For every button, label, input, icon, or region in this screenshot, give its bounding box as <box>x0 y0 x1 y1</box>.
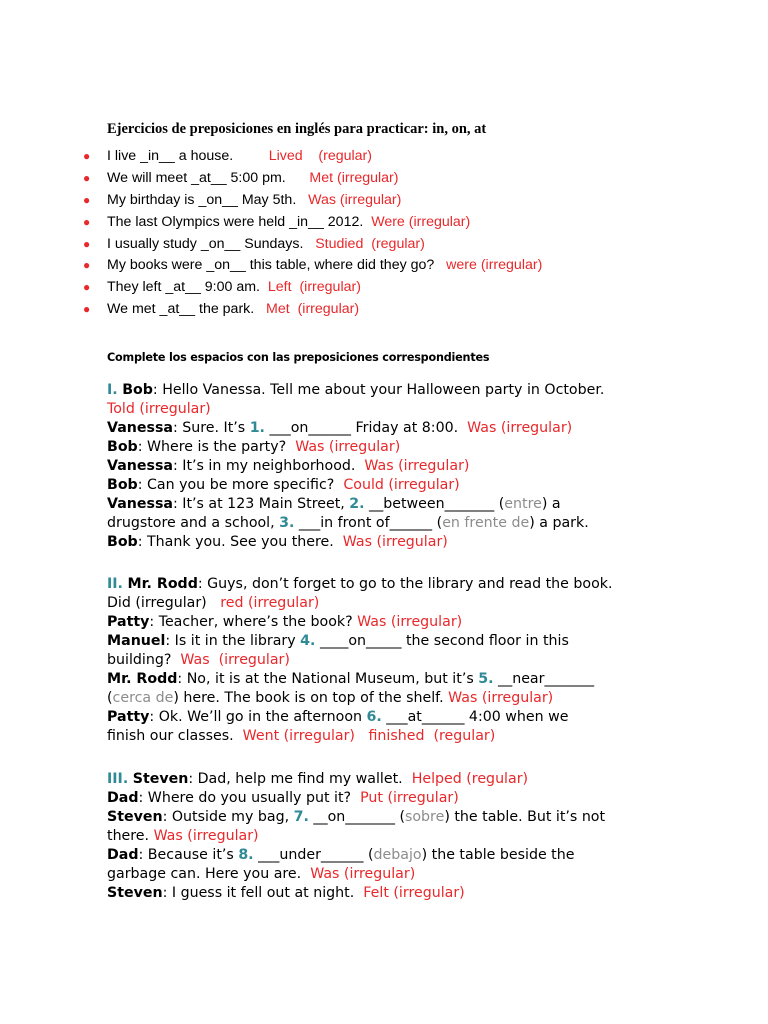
dialogue-line: garbage can. Here you are. Was (irregular) <box>107 866 416 882</box>
dialogue-line: Bob: Thank you. See you there. Was (irregular) <box>107 534 448 550</box>
dialogue-line: Bob: Can you be more specific? Could (irregular) <box>107 477 460 493</box>
bullet-icon: ● <box>83 149 91 163</box>
list-item: ● I live _in__ a house. Lived (regular) <box>83 146 542 168</box>
prepositions-list <box>83 146 542 321</box>
bullet-icon: ● <box>83 192 91 207</box>
dialogue-line: Mr. Rodd: No, it is at the National Museum, but it’s 5. __near_______ <box>107 671 595 687</box>
dialogue-line: finish our classes. Went (irregular) finished (regular) <box>107 728 496 744</box>
dialogue-line: Steven: Outside my bag, 7. __on_______ (sobre) the table. But it’s not <box>107 809 606 825</box>
dialogue-section-1 <box>107 381 707 552</box>
bullet-icon: ● <box>83 214 91 229</box>
dialogue-line: building? Was (irregular) <box>107 652 290 668</box>
dialogue-line: Vanessa: Sure. It’s 1. ___on______ Friday at 8:00. Was (irregular) <box>107 420 573 436</box>
dialogue-line: Vanessa: It’s in my neighborhood. Was (irregular) <box>107 458 470 474</box>
list-item: ● My books were _on__ this table, where did they go? were (irregular) <box>83 255 542 277</box>
dialogue-line: Manuel: Is it in the library 4. ____on_____ the second floor in this <box>107 633 569 649</box>
bullet-icon: ● <box>83 170 91 185</box>
bullet-icon: ● <box>83 280 91 295</box>
list-item: ● We will meet _at__ 5:00 pm. Met (irregular) <box>83 168 542 190</box>
dialogue-line: (cerca de) here. The book is on top of the shelf. Was (irregular) <box>107 690 554 706</box>
list-item: ● We met _at__ the park. Met (irregular) <box>83 299 542 321</box>
list-item: ● I usually study _on__ Sundays. Studied (regular) <box>83 234 542 256</box>
dialogue-line: II. Mr. Rodd: Guys, don’t forget to go to the library and read the book. <box>107 576 613 592</box>
dialogue-line: Did (irregular) red (irregular) <box>107 595 320 611</box>
dialogue-line: there. Was (irregular) <box>107 828 259 844</box>
dialogue-line: III. Steven: Dad, help me find my wallet. Helped (regular) <box>107 771 529 787</box>
page-title: Ejercicios de preposiciones en inglés para practicar: in, on, at <box>107 121 487 137</box>
dialogue-line: Patty: Ok. We’ll go in the afternoon 6. ___at______ 4:00 when we <box>107 709 569 725</box>
dialogue-line: Bob: Where is the party? Was (irregular) <box>107 439 401 455</box>
dialogue-section-3 <box>107 770 707 903</box>
list-item: ● My birthday is _on__ May 5th. Was (irregular) <box>83 190 542 212</box>
dialogue-line: drugstore and a school, 3. ___in front of______ (en frente de) a park. <box>107 515 589 531</box>
dialogue-line: Dad: Because it’s 8. ___under______ (debajo) the table beside the <box>107 847 575 863</box>
bullet-icon: ● <box>83 258 91 273</box>
dialogue-line: Dad: Where do you usually put it? Put (irregular) <box>107 790 459 806</box>
dialogue-line: I. Bob: Hello Vanessa. Tell me about your Halloween party in October. <box>107 382 605 398</box>
list-item: ● The last Olympics were held _in__ 2012. Were (irregular) <box>83 212 542 234</box>
dialogue-line: Steven: I guess it fell out at night. Felt (irregular) <box>107 885 465 901</box>
dialogue-line: Vanessa: It’s at 123 Main Street, 2. __between_______ (entre) a <box>107 496 561 512</box>
section-subtitle: Complete los espacios con las preposiciones correspondientes <box>107 351 490 364</box>
dialogue-section-2 <box>107 575 707 746</box>
dialogue-line: Patty: Teacher, where’s the book? Was (irregular) <box>107 614 463 630</box>
dialogue-line: Told (irregular) <box>107 401 211 417</box>
list-item: ● They left _at__ 9:00 am. Left (irregular) <box>83 277 542 299</box>
bullet-icon: ● <box>83 236 91 251</box>
bullet-icon: ● <box>83 302 91 317</box>
